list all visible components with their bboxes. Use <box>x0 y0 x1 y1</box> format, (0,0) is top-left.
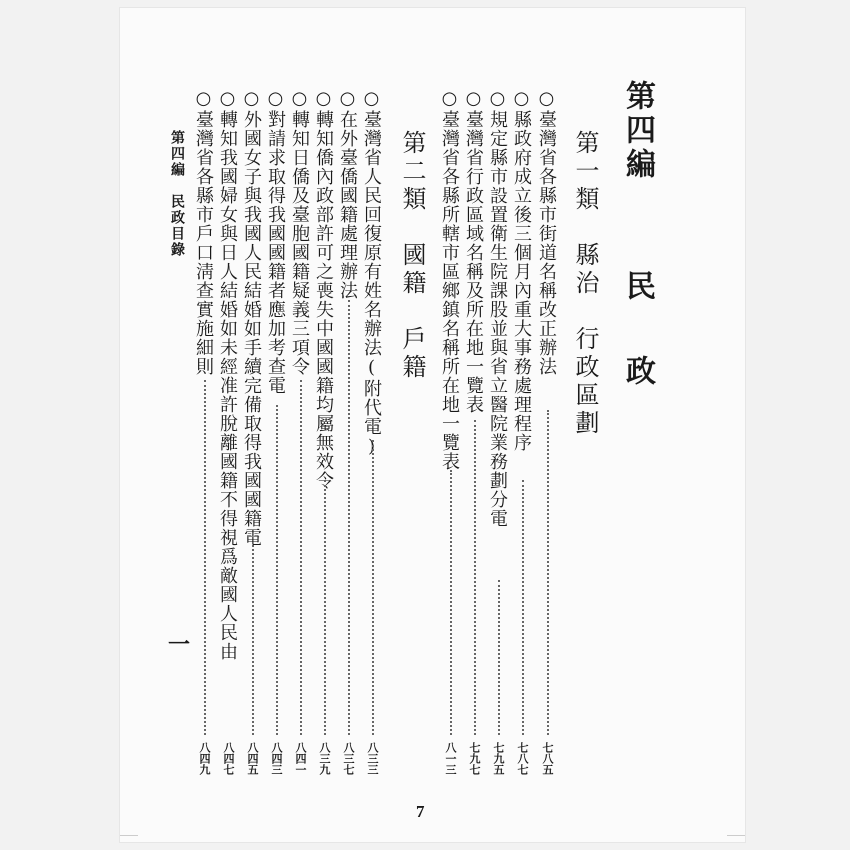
dot-leader <box>372 440 374 735</box>
toc-page-number: 八三九 <box>318 742 331 775</box>
dot-leader <box>450 470 452 735</box>
dot-leader <box>324 480 326 735</box>
crop-mark <box>727 835 745 836</box>
folio-number: 一 <box>168 632 191 658</box>
running-head: 第四編 民政目錄 <box>169 130 185 258</box>
toc-entry: ○規定縣市設置衛生院課股並與省立醫院業務劃分電 <box>487 88 508 528</box>
toc-page-number: 八四一 <box>294 742 307 775</box>
toc-entry: ○臺灣省各縣所轄市區鄉鎮名稱所在地一覽表 <box>439 88 460 471</box>
toc-entry: ○縣政府成立後三個月內重大事務處理程序 <box>511 88 532 452</box>
dot-leader <box>204 380 206 735</box>
toc-entry: ○轉知日僑及臺胞國籍疑義三項令 <box>289 88 310 376</box>
toc-page-number: 七八五 <box>541 742 554 775</box>
dot-leader <box>474 420 476 735</box>
toc-entry: ○在外臺僑國籍處理辦法 <box>337 88 358 300</box>
toc-entry: ○臺灣省人民回復原有姓名辦法(附代電) <box>361 88 382 458</box>
part-title-heading: 民 政 <box>620 270 655 395</box>
toc-page-number: 八三七 <box>342 742 355 775</box>
toc-page-number: 八三三 <box>366 742 379 775</box>
toc-page-number: 七九七 <box>468 742 481 775</box>
dot-leader <box>276 405 278 735</box>
section-heading: 第一類 縣治 行政區劃 <box>571 130 599 438</box>
toc-entry: ○外國女子與我國人民結婚如手續完備取得我國國籍電 <box>241 88 262 547</box>
section-heading: 第二類 國籍 戶籍 <box>398 130 426 382</box>
toc-entry: ○轉知僑內政部許可之喪失中國國籍均屬無效令 <box>313 88 334 490</box>
toc-page-number: 八四九 <box>198 742 211 775</box>
toc-entry: ○臺灣省行政區域名稱及所在地一覽表 <box>463 88 484 414</box>
toc-page-number: 七八七 <box>516 742 529 775</box>
toc-page-number: 七九五 <box>492 742 505 775</box>
toc-page-number: 八四三 <box>270 742 283 775</box>
toc-page-number: 八四五 <box>246 742 259 775</box>
toc-entry: ○臺灣省各縣市街道名稱改正辦法 <box>536 88 557 376</box>
toc-entry: ○臺灣省各縣市戶口淸查實施細則 <box>193 88 214 376</box>
crop-mark <box>120 835 138 836</box>
dot-leader <box>498 580 500 735</box>
dot-leader <box>300 380 302 735</box>
dot-leader <box>348 300 350 735</box>
dot-leader <box>252 545 254 735</box>
toc-page-number: 八四七 <box>222 742 235 775</box>
dot-leader <box>522 480 524 735</box>
dot-leader <box>547 410 549 735</box>
part-volume-heading: 第四編 <box>620 80 655 182</box>
toc-page-number: 八一三 <box>444 742 457 775</box>
toc-entry: ○對請求取得我國國籍者應加考查電 <box>265 88 286 395</box>
page-number: 7 <box>416 802 425 821</box>
toc-entry: ○轉知我國婦女與日人結婚如未經准許脫離國籍不得視爲敵國人民由 <box>217 88 238 661</box>
